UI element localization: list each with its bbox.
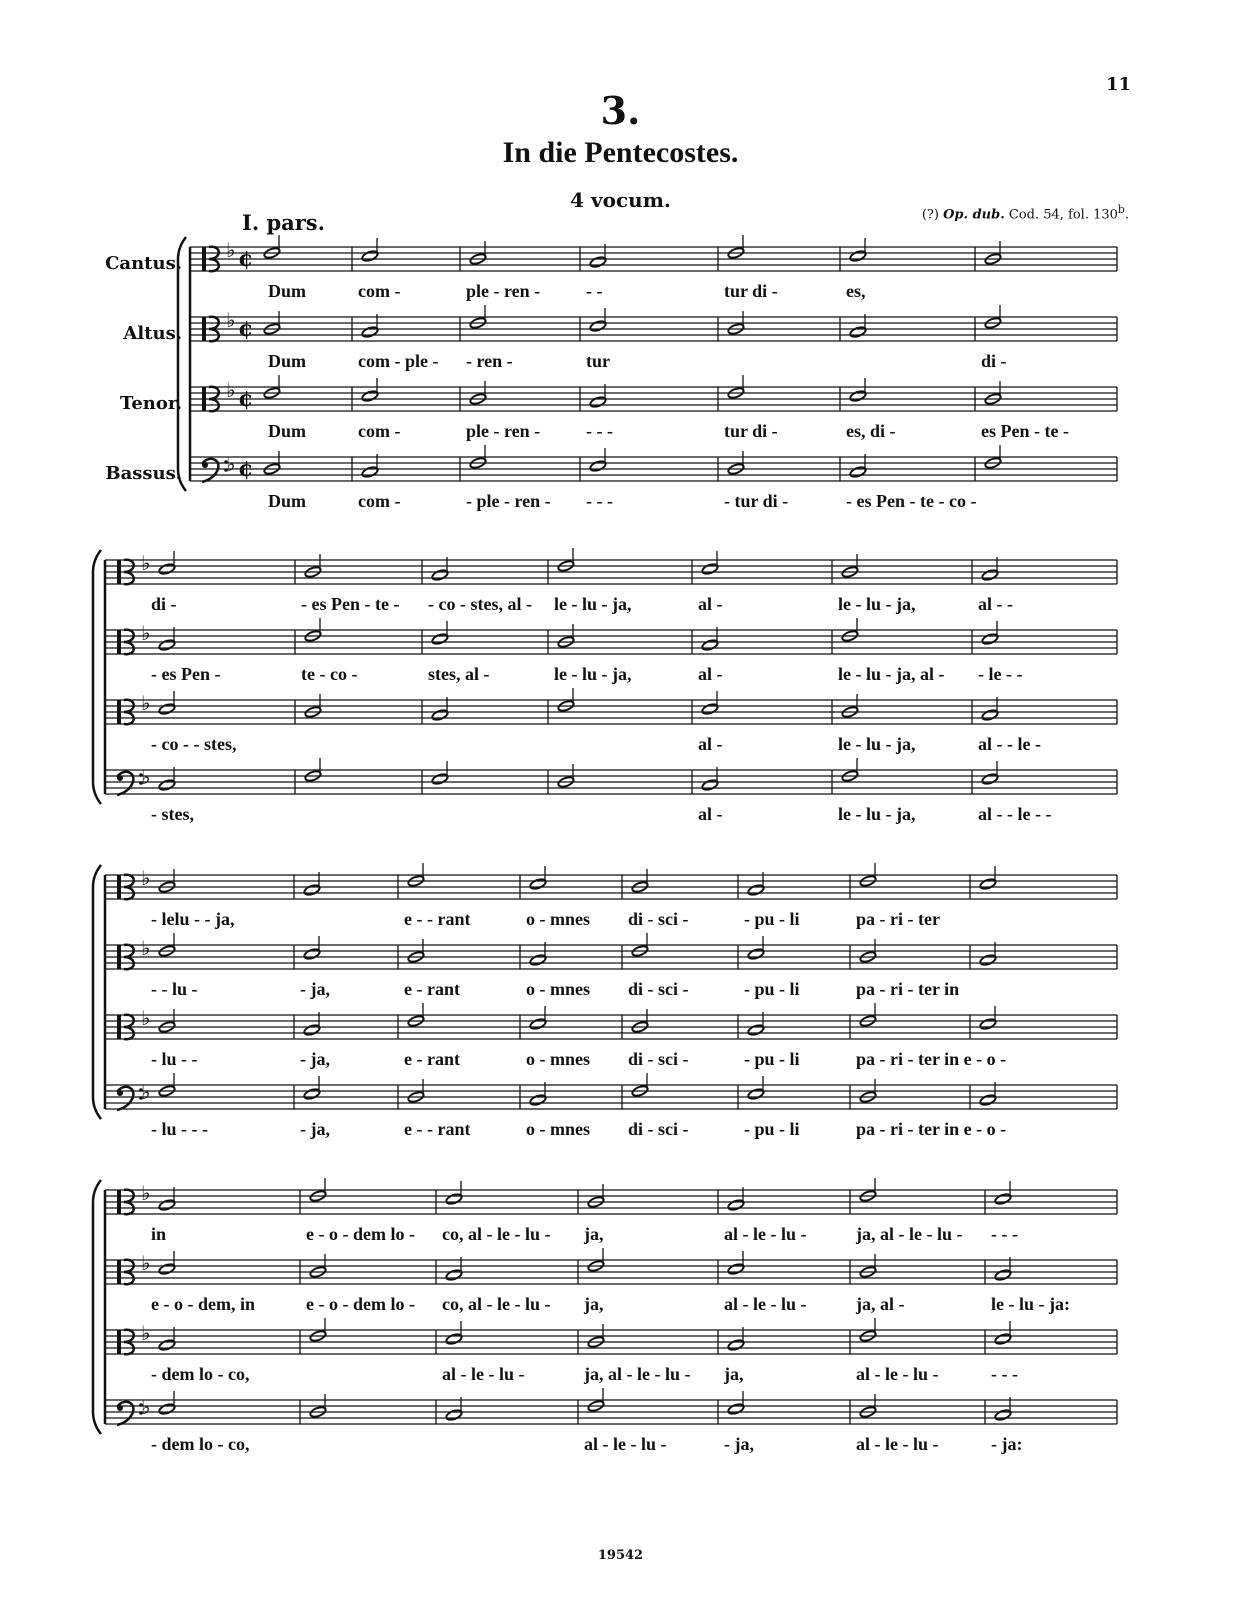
source-end: . xyxy=(1124,207,1129,223)
note-head xyxy=(158,1403,176,1416)
voice-name-bassus: Bassus. xyxy=(105,463,182,484)
lyric-altus: e - rant xyxy=(404,979,460,999)
note-head xyxy=(158,1339,176,1352)
flat-icon: ♭ xyxy=(141,1181,151,1205)
note-head xyxy=(727,1199,745,1212)
flat-icon: ♭ xyxy=(226,308,236,332)
lyric-bassus: - pu - li xyxy=(744,1119,800,1139)
lyric-tenor: al - le - lu - xyxy=(442,1364,525,1384)
lyric-cantus: - - - xyxy=(991,1224,1018,1244)
system-brace xyxy=(178,237,186,491)
lyric-tenor: al - le - lu - xyxy=(856,1364,939,1384)
pars-label: I. pars. xyxy=(242,210,325,235)
c-clef-icon xyxy=(117,1190,121,1214)
lyric-bassus: pa - ri - ter in e - o - xyxy=(856,1119,1007,1139)
lyric-altus: le - lu - ja, al - xyxy=(838,664,945,684)
lyric-bassus: - - - xyxy=(586,491,613,511)
note-head xyxy=(158,563,176,576)
lyric-bassus: le - lu - ja, xyxy=(838,804,916,824)
source-italic: Op. dub. xyxy=(943,207,1005,223)
lyric-cantus: - es Pen - te - xyxy=(301,594,400,614)
system-brace xyxy=(93,1180,101,1434)
lyric-altus: - ren - xyxy=(466,351,513,371)
lyric-cantus: com - xyxy=(358,281,401,301)
note-head xyxy=(727,1263,745,1276)
lyric-tenor: pa - ri - ter in e - o - xyxy=(856,1049,1007,1069)
flat-icon: ♭ xyxy=(141,866,151,890)
lyric-bassus: - dem lo - co, xyxy=(151,1434,250,1454)
flat-icon: ♭ xyxy=(141,765,151,789)
lyric-altus: di - sci - xyxy=(628,979,689,999)
lyric-altus: al - xyxy=(698,664,723,684)
lyric-cantus: le - lu - ja, xyxy=(838,594,916,614)
lyric-bassus: al - - le - - xyxy=(978,804,1052,824)
voice-name-tenor: Tenor. xyxy=(120,393,182,414)
c-clef-icon xyxy=(202,247,206,271)
f-clef-icon xyxy=(117,1405,123,1411)
lyric-cantus: - - xyxy=(586,281,603,301)
flat-icon: ♭ xyxy=(141,1395,151,1419)
note-head xyxy=(979,1094,997,1107)
note-head xyxy=(431,633,449,646)
lyric-tenor: - ja, xyxy=(300,1049,330,1069)
note-head xyxy=(701,703,719,716)
flat-icon: ♭ xyxy=(141,1321,151,1345)
lyric-altus: stes, al - xyxy=(428,664,490,684)
lyric-cantus: al - le - lu - xyxy=(724,1224,807,1244)
lyric-cantus: ja, xyxy=(584,1224,604,1244)
note-head xyxy=(994,1193,1012,1206)
lyric-altus: pa - ri - ter in xyxy=(856,979,960,999)
note-head xyxy=(361,466,379,479)
cut-time-icon: ¢ xyxy=(238,456,254,482)
lyric-bassus: com - xyxy=(358,491,401,511)
lyric-altus: co, al - le - lu - xyxy=(442,1294,551,1314)
source-prefix: (?) xyxy=(921,207,944,223)
c-clef-icon xyxy=(202,317,206,341)
lyric-tenor: - - - xyxy=(586,421,613,441)
lyric-bassus: - ja: xyxy=(991,1434,1023,1454)
lyric-tenor: al - - le - xyxy=(978,734,1041,754)
note-head xyxy=(994,1409,1012,1422)
c-clef-icon xyxy=(117,875,121,899)
lyric-tenor: - pu - li xyxy=(744,1049,800,1069)
lyric-tenor: es Pen - te - xyxy=(981,421,1069,441)
note-head xyxy=(747,884,765,897)
f-clef-icon xyxy=(202,462,208,468)
lyric-altus: Dum xyxy=(268,351,307,371)
lyric-bassus: al - xyxy=(698,804,723,824)
lyric-bassus: - tur di - xyxy=(724,491,789,511)
lyric-tenor: Dum xyxy=(268,421,307,441)
lyric-cantus: - pu - li xyxy=(744,909,800,929)
lyric-altus: - pu - li xyxy=(744,979,800,999)
lyric-altus: - ja, xyxy=(300,979,330,999)
flat-icon: ♭ xyxy=(226,238,236,262)
lyric-tenor: - - - xyxy=(991,1364,1018,1384)
note-head xyxy=(981,773,999,786)
note-head xyxy=(529,878,547,891)
note-head xyxy=(158,779,176,792)
note-head xyxy=(981,569,999,582)
flat-icon: ♭ xyxy=(141,936,151,960)
lyric-cantus: ple - ren - xyxy=(466,281,541,301)
lyric-cantus: al - - xyxy=(978,594,1013,614)
note-head xyxy=(303,1024,321,1037)
note-head xyxy=(849,250,867,263)
lyric-altus: - - lu - xyxy=(151,979,198,999)
lyric-tenor: com - xyxy=(358,421,401,441)
note-head xyxy=(158,639,176,652)
flat-icon: ♭ xyxy=(141,1080,151,1104)
note-head xyxy=(747,1088,765,1101)
lyric-tenor: le - lu - ja, xyxy=(838,734,916,754)
lyric-cantus: le - lu - ja, xyxy=(554,594,632,614)
note-head xyxy=(529,1094,547,1107)
lyric-bassus: - ple - ren - xyxy=(466,491,551,511)
f-clef-icon xyxy=(117,1090,123,1096)
note-head xyxy=(589,396,607,409)
lyric-altus: te - co - xyxy=(301,664,358,684)
source-sup: b xyxy=(1117,203,1125,216)
f-clef-icon xyxy=(117,775,123,781)
note-head xyxy=(529,1018,547,1031)
lyric-tenor: es, di - xyxy=(846,421,896,441)
lyric-altus: - es Pen - xyxy=(151,664,221,684)
c-clef-icon xyxy=(202,387,206,411)
note-head xyxy=(361,390,379,403)
cut-time-icon: ¢ xyxy=(238,246,254,272)
lyric-tenor: tur di - xyxy=(724,421,778,441)
lyric-cantus: e - - rant xyxy=(404,909,471,929)
note-head xyxy=(431,569,449,582)
lyric-tenor: o - mnes xyxy=(526,1049,590,1069)
lyric-altus: com - ple - xyxy=(358,351,439,371)
lyric-tenor: ja, al - le - lu - xyxy=(584,1364,691,1384)
lyric-altus: al - le - lu - xyxy=(724,1294,807,1314)
note-head xyxy=(529,954,547,967)
lyric-tenor: di - sci - xyxy=(628,1049,689,1069)
c-clef-icon xyxy=(117,560,121,584)
lyric-cantus: di - xyxy=(151,594,177,614)
note-head xyxy=(431,709,449,722)
note-head xyxy=(589,256,607,269)
cut-time-icon: ¢ xyxy=(238,386,254,412)
lyric-cantus: Dum xyxy=(268,281,307,301)
note-head xyxy=(727,1403,745,1416)
note-head xyxy=(158,1199,176,1212)
note-head xyxy=(445,1409,463,1422)
lyric-cantus: e - o - dem lo - xyxy=(306,1224,415,1244)
lyric-tenor: ple - ren - xyxy=(466,421,541,441)
note-head xyxy=(303,1088,321,1101)
lyric-cantus: co, al - le - lu - xyxy=(442,1224,551,1244)
lyric-tenor: ja, xyxy=(724,1364,744,1384)
voice-name-cantus: Cantus. xyxy=(105,253,182,274)
c-clef-icon xyxy=(117,945,121,969)
note-head xyxy=(701,779,719,792)
lyric-bassus: al - le - lu - xyxy=(856,1434,939,1454)
flat-icon: ♭ xyxy=(141,621,151,645)
note-head xyxy=(445,1193,463,1206)
voice-name-altus: Altus. xyxy=(123,323,182,344)
c-clef-icon xyxy=(117,1015,121,1039)
lyric-altus: o - mnes xyxy=(526,979,590,999)
cut-time-icon: ¢ xyxy=(238,316,254,342)
lyric-tenor: e - rant xyxy=(404,1049,460,1069)
flat-icon: ♭ xyxy=(141,551,151,575)
flat-icon: ♭ xyxy=(141,691,151,715)
flat-icon: ♭ xyxy=(226,378,236,402)
lyric-altus: ja, xyxy=(584,1294,604,1314)
flat-icon: ♭ xyxy=(141,1251,151,1275)
lyric-altus: le - lu - ja, xyxy=(554,664,632,684)
note-head xyxy=(303,884,321,897)
lyric-altus: di - xyxy=(981,351,1007,371)
note-head xyxy=(701,563,719,576)
note-head xyxy=(981,709,999,722)
lyric-bassus: - stes, xyxy=(151,804,194,824)
note-head xyxy=(981,633,999,646)
lyric-altus: le - lu - ja: xyxy=(991,1294,1070,1314)
lyric-cantus: tur di - xyxy=(724,281,778,301)
note-head xyxy=(445,1333,463,1346)
note-head xyxy=(979,878,997,891)
note-head xyxy=(979,954,997,967)
lyric-bassus: al - le - lu - xyxy=(584,1434,667,1454)
lyric-altus: e - o - dem lo - xyxy=(306,1294,415,1314)
note-head xyxy=(589,460,607,473)
system-brace xyxy=(93,550,101,804)
c-clef-icon xyxy=(117,630,121,654)
lyric-bassus: - ja, xyxy=(300,1119,330,1139)
c-clef-icon xyxy=(117,1260,121,1284)
note-head xyxy=(849,466,867,479)
lyric-bassus: - ja, xyxy=(724,1434,754,1454)
lyric-tenor: al - xyxy=(698,734,723,754)
note-head xyxy=(445,1269,463,1282)
page-number: 11 xyxy=(1105,74,1131,95)
note-head xyxy=(701,639,719,652)
flat-icon: ♭ xyxy=(141,1006,151,1030)
note-head xyxy=(431,773,449,786)
system-brace xyxy=(93,865,101,1119)
lyric-bassus: o - mnes xyxy=(526,1119,590,1139)
note-head xyxy=(158,703,176,716)
c-clef-icon xyxy=(117,700,121,724)
lyric-bassus: e - - rant xyxy=(404,1119,471,1139)
lyric-cantus: in xyxy=(151,1224,167,1244)
source-rest: Cod. 54, fol. 130 xyxy=(1004,207,1118,223)
c-clef-icon xyxy=(117,1330,121,1354)
note-head xyxy=(994,1269,1012,1282)
piece-number: 3. xyxy=(600,88,641,133)
lyric-altus: - le - - xyxy=(978,664,1023,684)
lyric-tenor: - co - - stes, xyxy=(151,734,237,754)
lyric-bassus: di - sci - xyxy=(628,1119,689,1139)
note-head xyxy=(747,948,765,961)
note-head xyxy=(727,1339,745,1352)
lyric-tenor: - lu - - xyxy=(151,1049,198,1069)
lyric-cantus: - co - stes, al - xyxy=(428,594,532,614)
note-head xyxy=(994,1333,1012,1346)
note-head xyxy=(747,1024,765,1037)
lyric-altus: e - o - dem, in xyxy=(151,1294,255,1314)
note-head xyxy=(849,326,867,339)
note-head xyxy=(361,326,379,339)
note-head xyxy=(979,1018,997,1031)
note-head xyxy=(303,948,321,961)
lyric-cantus: ja, al - le - lu - xyxy=(856,1224,963,1244)
note-head xyxy=(589,320,607,333)
plate-number: 19542 xyxy=(597,1548,644,1563)
lyric-cantus: - lelu - - ja, xyxy=(151,909,235,929)
lyric-bassus: - lu - - - xyxy=(151,1119,208,1139)
lyric-bassus: Dum xyxy=(268,491,307,511)
lyric-cantus: di - sci - xyxy=(628,909,689,929)
lyric-cantus: o - mnes xyxy=(526,909,590,929)
lyric-tenor: - dem lo - co, xyxy=(151,1364,250,1384)
note-head xyxy=(849,390,867,403)
lyric-altus: tur xyxy=(586,351,610,371)
note-head xyxy=(361,250,379,263)
lyric-bassus: - es Pen - te - co - xyxy=(846,491,977,511)
voices-label: 4 vocum. xyxy=(570,188,671,212)
note-head xyxy=(158,1263,176,1276)
lyric-cantus: pa - ri - ter xyxy=(856,909,940,929)
flat-icon: ♭ xyxy=(226,452,236,476)
lyric-cantus: al - xyxy=(698,594,723,614)
lyric-altus: ja, al - xyxy=(856,1294,905,1314)
lyric-cantus: es, xyxy=(846,281,866,301)
piece-title: In die Pentecostes. xyxy=(502,136,739,169)
